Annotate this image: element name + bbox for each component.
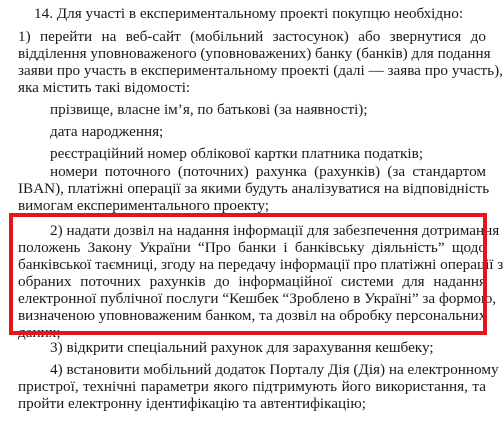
item-2-line: положень Закону України “Про банки і банківську діяльність” щодо bbox=[18, 239, 486, 256]
field-account-line: IBAN), платіжні операції за якими будуть аналізуватися на відповідність bbox=[18, 180, 490, 197]
item-1-line: 1) перейти на веб-сайт (мобільний застосунок) або звернутися до bbox=[18, 28, 486, 45]
item-3-paragraph: 3) відкрити спеціальний рахунок для зарахування кешбеку; bbox=[50, 339, 434, 356]
item-2-line: визначеною уповноваженим банком, та дозвіл на обробку персональних bbox=[18, 307, 487, 324]
item-4-line: 4) встановити мобільний додаток Порталу Дія (Дія) на електронному bbox=[50, 361, 499, 378]
field-tax-number: реєстраційний номер облікової картки платника податків; bbox=[50, 145, 424, 162]
item-1-line: яка містить такі відомості: bbox=[18, 79, 191, 96]
item-4-line: пройти електронну ідентифікацію та автентифікацію; bbox=[18, 395, 366, 412]
item-1-line: відділення уповноваженого (уповноважених) банку (банків) для подання bbox=[18, 45, 491, 62]
section-heading: 14. Для участі в експериментальному проекті покупцю необхідно: bbox=[34, 5, 464, 22]
item-2-line: банківської таємниці, згоду на передачу інформації про платіжні операції з bbox=[18, 256, 504, 273]
item-2-line: обраних поточних рахунків до інформаційної системи для надання bbox=[18, 273, 486, 290]
item-1-line: заяви про участь в експериментальному проекті (далі — заява про участь), bbox=[18, 62, 503, 79]
item-4-line: пристрої, технічні параметри якого підтримують його використання, та bbox=[18, 378, 486, 395]
item-2-line: електронної публічної послуги “Кешбек “Зроблено в Україні” за формою, bbox=[18, 290, 497, 307]
item-2-line: 2) надати дозвіл на надання інформації для забезпечення дотримання bbox=[50, 222, 500, 239]
field-account-line: номери поточного (поточних) рахунка (рахунків) (за стандартом bbox=[50, 163, 486, 180]
item-2-line: даних; bbox=[18, 324, 61, 341]
field-full-name: прізвище, власне ім’я, по батькові (за наявності); bbox=[50, 101, 368, 118]
field-birth-date: дата народження; bbox=[50, 123, 164, 140]
field-account-line: вимогам експериментального проекту; bbox=[18, 197, 270, 214]
